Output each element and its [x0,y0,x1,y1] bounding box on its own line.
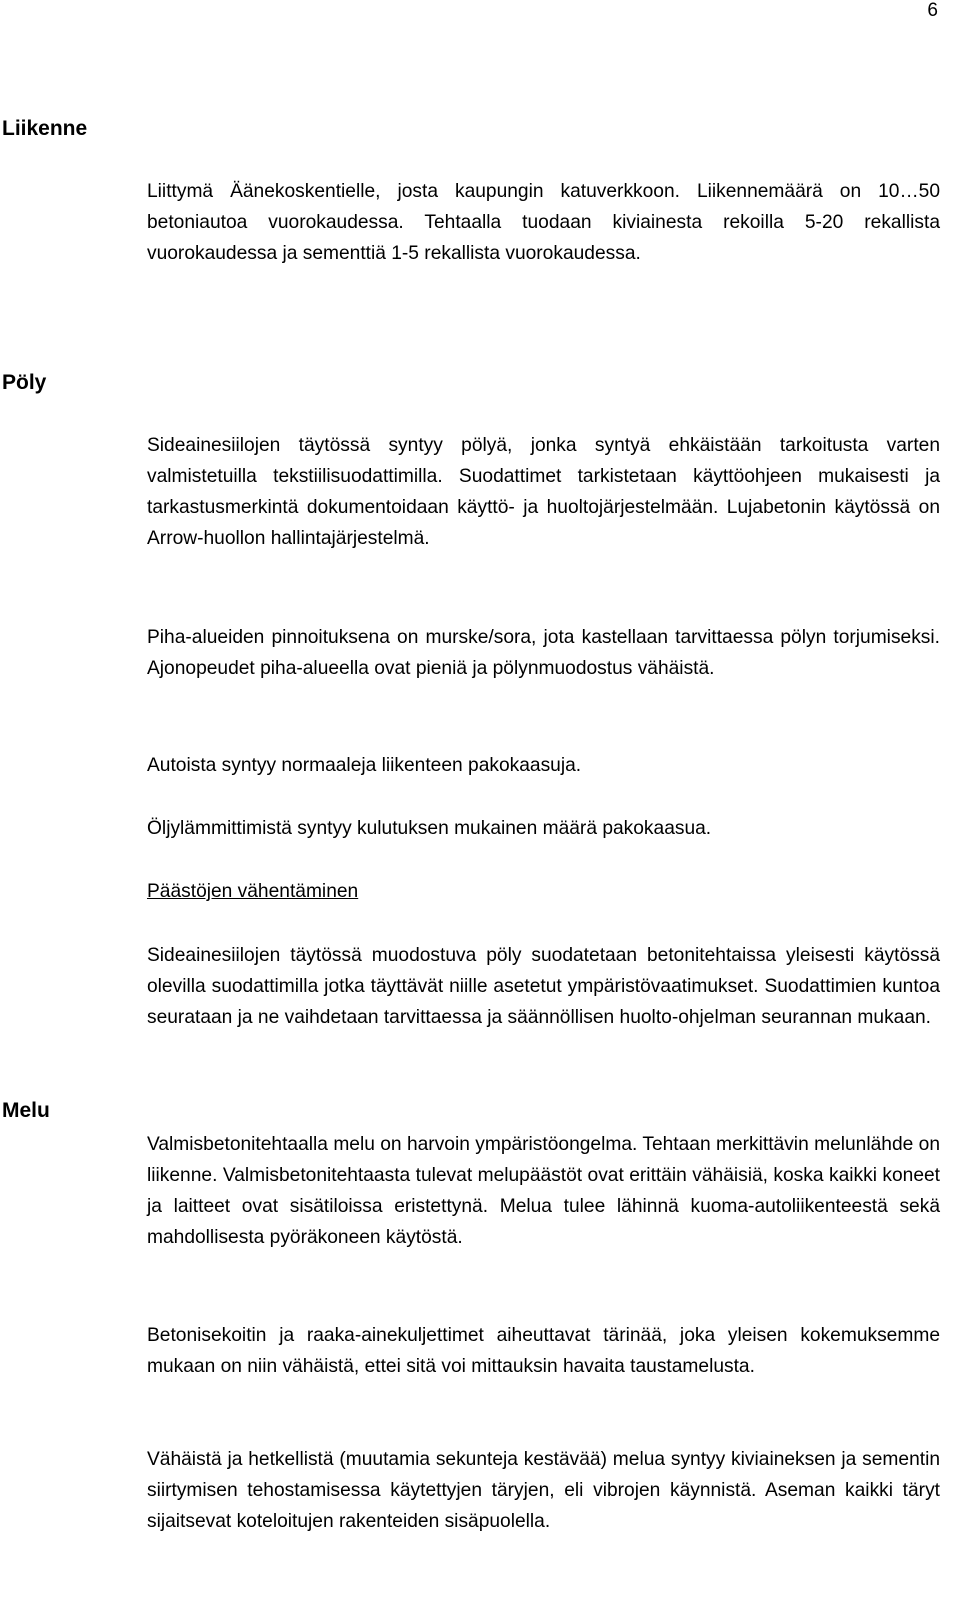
paragraph-melu-1: Valmisbetonitehtaalla melu on harvoin ympäristöongelma. Tehtaan merkittävin melunlähde on liikenne. Valmisbetonitehtaasta tulevat melupäästöt ovat erittäin vähäisiä, koska kaikki koneet ja laitteet ovat sisätiloissa eristettynä. Melua tulee lähinnä kuoma-autoliikenteestä sekä mahdollisesta pyöräkoneen käytöstä. [147,1134,940,1248]
paragraph-melu-2: Betonisekoitin ja raaka-ainekuljettimet aiheuttavat tärinää, joka yleisen kokemuksemme mukaan on niin vähäistä, ettei sitä voi mittauksin havaita taustamelusta. [147,1325,940,1377]
paragraph-poly-1: Sideainesiilojen täytössä syntyy pölyä, jonka syntyä ehkäistään tarkoitusta varten valmistetuilla tekstiilisuodattimilla. Suodattimet tarkistetaan käyttöohjeen mukaisesti ja tarkastusmerkintä dokumentoidaan käyttö- ja huoltojärjestelmään. Lujabetonin käytössä on Arrow-huollon hallintajärjestelmä. [147,435,940,549]
section-heading-poly: Pöly [2,371,47,394]
section-heading-liikenne: Liikenne [2,117,88,140]
section-heading-melu: Melu [2,1099,50,1122]
paragraph-melu-3: Vähäistä ja hetkellistä (muutamia sekunteja kestävää) melua syntyy kiviaineksen ja sementin siirtymisen tehostamisessa käytettyjen täryjen, eli vibrojen käynnistä. Aseman kaikki täryt sijaitsevat koteloitujen rakenteiden sisäpuolella. [147,1449,940,1532]
paragraph-poly-2: Piha-alueiden pinnoituksena on murske/sora, jota kastellaan tarvittaessa pölyn torjumiseksi. Ajonopeudet piha-alueella ovat pieniä ja pölynmuodostus vähäistä. [147,627,940,679]
paragraph-poly-4: Öljylämmittimistä syntyy kulutuksen mukainen määrä pakokaasua. [147,818,712,839]
page-number: 6 [927,0,938,21]
paragraph-poly-5: Sideainesiilojen täytössä muodostuva pöly suodatetaan betonitehtaissa yleisesti käytössä olevilla suodattimilla jotka täyttävät niille asetetut ympäristövaatimukset. Suodattimien kuntoa seurataan ja ne vaihdetaan tarvittaessa ja säännöllisen huolto-ohjelman seurannan mukaan. [147,945,940,1028]
paragraph-liikenne-1: Liittymä Äänekoskentielle, josta kaupungin katuverkkoon. Liikennemäärä on 10…50 betoniautoa vuorokaudessa. Tehtaalla tuodaan kiviainesta rekoilla 5-20 rekallista vuorokaudessa ja sementtiä 1-5 rekallista vuorokaudessa. [147,181,940,264]
paragraph-poly-3: Autoista syntyy normaaleja liikenteen pakokaasuja. [147,755,582,776]
subheading-paastojen-vahentaminen: Päästöjen vähentäminen [147,881,359,902]
